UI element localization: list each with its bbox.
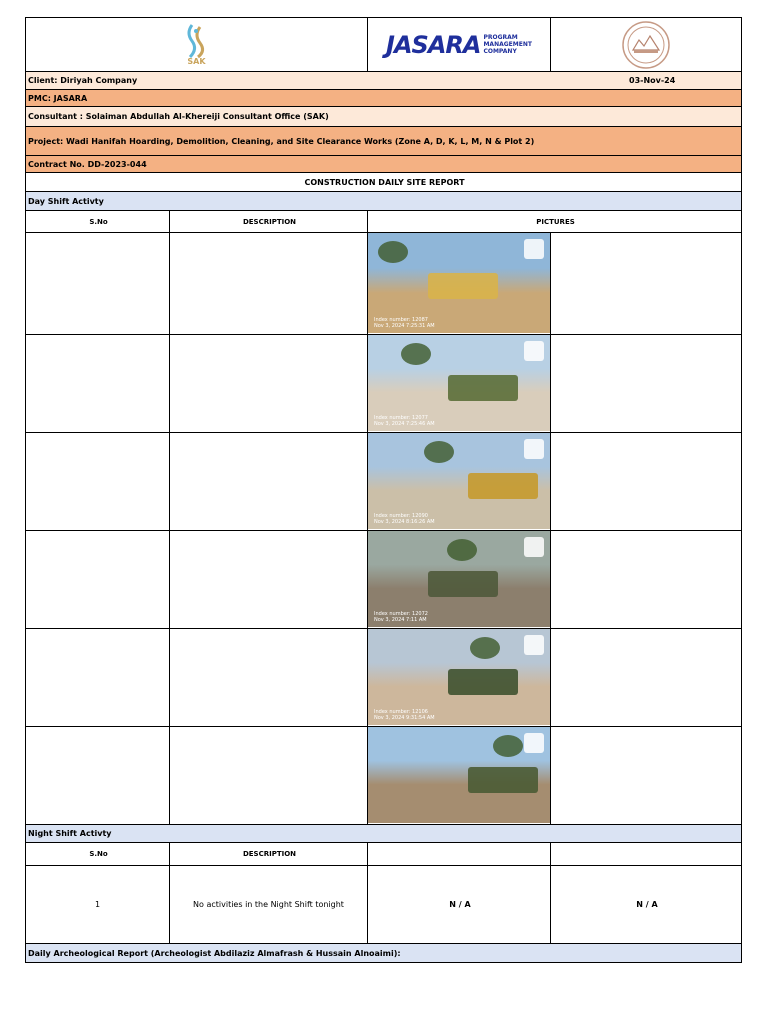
photo-caption: Index number: 12072 Nov 3, 2024 7:11 AM: [374, 611, 428, 623]
picture-cell-empty: [551, 233, 741, 334]
jasara-logo-cell: [368, 18, 551, 71]
day-shift-row: [26, 531, 741, 629]
sno-cell: [26, 335, 170, 432]
night-shift-row: [26, 866, 741, 944]
report-title-row: [26, 173, 741, 192]
photo-caption: Index number: 12090 Nov 3, 2024 8:16:26 AM: [374, 513, 435, 525]
night-column-description: DESCRIPTION: [242, 850, 297, 858]
night-column-sno: S.No: [89, 850, 108, 858]
picture-cell: [368, 629, 551, 726]
archeology-title: Daily Archeological Report (Archeologist Abdilaziz Almafrash & Hussain Alnoaimi):: [28, 948, 401, 958]
picture-cell-empty: [551, 727, 741, 824]
picture-cell: [368, 727, 551, 824]
pmc-label: PMC: JASARA: [28, 93, 88, 103]
machine-shape: [468, 767, 538, 793]
description-cell: [170, 335, 368, 432]
column-sno: S.No: [89, 217, 108, 226]
picture-cell-empty: [551, 629, 741, 726]
site-photo: [368, 233, 550, 333]
machine-shape: [428, 571, 498, 597]
sno-cell: [26, 531, 170, 628]
report-date: 03-Nov-24: [629, 76, 676, 85]
machine-shape: [468, 473, 538, 499]
client-cell: [26, 72, 551, 89]
photo-caption: Index number: 12106 Nov 3, 2024 9:31:54 AM: [374, 709, 435, 721]
palm-shape: [401, 343, 431, 365]
picture-cell-empty: [551, 531, 741, 628]
sak-stamp-icon: [524, 239, 544, 259]
jasara-logo-text: JASARA: [386, 30, 481, 59]
client-seal-cell: [551, 18, 741, 71]
night-pic1: N / A: [449, 900, 471, 909]
description-cell: [170, 433, 368, 530]
site-photo: [368, 727, 550, 823]
site-photo: [368, 531, 550, 627]
site-photo: [368, 629, 550, 725]
sak-stamp-icon: [524, 635, 544, 655]
client-label: Client: Diriyah Company: [28, 76, 138, 85]
picture-cell-empty: [551, 335, 741, 432]
archeology-band: [26, 944, 741, 962]
report-title: CONSTRUCTION DAILY SITE REPORT: [304, 177, 465, 187]
day-shift-row: [26, 335, 741, 433]
sak-stamp-icon: [524, 341, 544, 361]
sak-stamp-icon: [524, 439, 544, 459]
daily-report-sheet: [25, 17, 742, 963]
logo-row: [26, 18, 741, 72]
picture-cell: [368, 531, 551, 628]
day-shift-band: [26, 192, 741, 211]
project-label: Project: Wadi Hanifah Hoarding, Demolition, Cleaning, and Site Clearance Works (Zone A, D, K, L, M, N & Plot 2): [28, 136, 535, 146]
jasara-tagline: PROGRAM MANAGEMENT COMPANY: [483, 34, 532, 55]
consultant-row: [26, 107, 741, 127]
night-description: No activities in the Night Shift tonight: [193, 900, 344, 909]
night-shift-title: Night Shift Activty: [28, 829, 112, 838]
date-cell: [551, 72, 741, 89]
sak-stamp-icon: [524, 733, 544, 753]
palm-shape: [493, 735, 523, 757]
sno-cell: [26, 233, 170, 334]
machine-shape: [448, 375, 518, 401]
palm-shape: [378, 241, 408, 263]
sak-logo-text: SAK: [187, 57, 206, 66]
diriyah-seal-icon: [620, 20, 672, 70]
day-shift-row: [26, 629, 741, 727]
project-row: [26, 127, 741, 156]
day-shift-row: [26, 233, 741, 335]
consultant-label: Consultant : Solaiman Abdullah Al-Khereiji Consultant Office (SAK): [28, 112, 329, 121]
jasara-logo: [386, 31, 532, 59]
sno-cell: [26, 433, 170, 530]
night-shift-header-row: [26, 843, 741, 866]
client-row: [26, 72, 741, 90]
sno-cell: [26, 727, 170, 824]
sak-logo-cell: [26, 18, 368, 71]
palm-shape: [424, 441, 454, 463]
day-shift-header-row: [26, 211, 741, 233]
palm-shape: [447, 539, 477, 561]
day-shift-row: [26, 433, 741, 531]
picture-cell: [368, 335, 551, 432]
description-cell: [170, 531, 368, 628]
palm-shape: [470, 637, 500, 659]
sak-emblem-icon: [182, 23, 212, 61]
sak-stamp-icon: [524, 537, 544, 557]
sno-cell: [26, 629, 170, 726]
night-pic2: N / A: [636, 900, 658, 909]
site-photo: [368, 335, 550, 431]
pmc-row: [26, 90, 741, 107]
night-shift-band: [26, 825, 741, 843]
machine-shape: [428, 273, 498, 299]
picture-cell: [368, 433, 551, 530]
contract-label: Contract No. DD-2023-044: [28, 159, 147, 169]
description-cell: [170, 727, 368, 824]
night-sno: 1: [94, 900, 101, 909]
picture-cell: [368, 233, 551, 334]
day-shift-row: [26, 727, 741, 825]
description-cell: [170, 233, 368, 334]
sak-logo: [182, 23, 212, 66]
day-shift-title: Day Shift Activty: [28, 196, 104, 206]
description-cell: [170, 629, 368, 726]
site-photo: [368, 433, 550, 529]
photo-caption: Index number: 12087 Nov 3, 2024 7:25:31 AM: [374, 317, 435, 329]
photo-caption: Index number: 12077 Nov 3, 2024 7:25:46 AM: [374, 415, 435, 427]
column-description: DESCRIPTION: [242, 217, 297, 226]
machine-shape: [448, 669, 518, 695]
day-shift-rows: [26, 233, 741, 825]
column-pictures: PICTURES: [536, 217, 575, 226]
picture-cell-empty: [551, 433, 741, 530]
contract-row: [26, 156, 741, 173]
